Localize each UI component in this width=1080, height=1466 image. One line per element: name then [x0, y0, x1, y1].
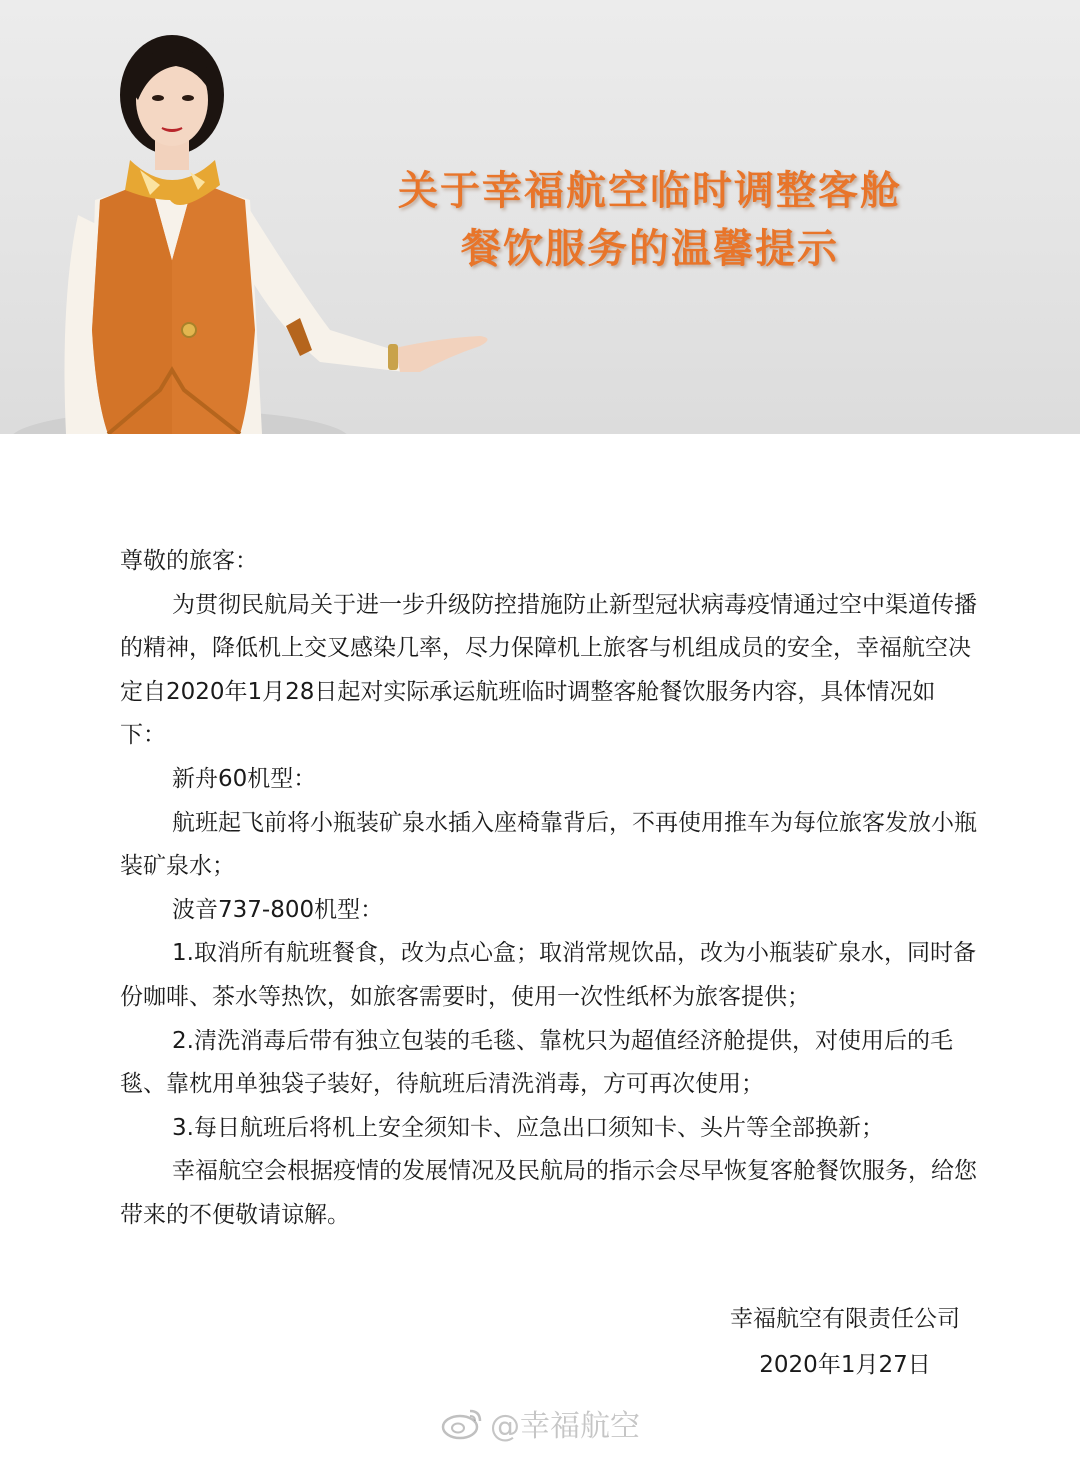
intro-paragraph: 为贯彻民航局关于进一步升级防控措施防止新型冠状病毒疫情通过空中渠道传播的精神，降低机上交叉感染几率，尽力保障机上旅客与机组成员的安全，幸福航空决定自2020年1月28日起对实际承运航班临时调整客舱餐饮服务内容，具体情况如下： [120, 591, 977, 749]
section-body-xinzhou60: 航班起飞前将小瓶装矿泉水插入座椅靠背后，不再使用推车为每位旅客发放小瓶装矿泉水； [120, 809, 977, 880]
notice-date: 2020年1月27日 [759, 1352, 931, 1378]
notice-body [120, 540, 980, 1238]
salutation: 尊敬的旅客： [120, 548, 258, 574]
section-heading-xinzhou60: 新舟60机型： [172, 765, 317, 792]
weibo-icon [440, 1405, 484, 1441]
list-item-2: 2.清洗消毒后带有独立包装的毛毯、靠枕只为超值经济舱提供，对使用后的毛毯、靠枕用单独袋子装好，待航班后清洗消毒，方可再次使用； [120, 1027, 953, 1098]
company-name: 幸福航空有限责任公司 [730, 1306, 960, 1332]
weibo-watermark [440, 1400, 640, 1446]
banner-title [330, 162, 970, 278]
list-item-1: 1.取消所有航班餐食，改为点心盒；取消常规饮品，改为小瓶装矿泉水，同时备份咖啡、茶水等热饮，如旅客需要时，使用一次性纸杯为旅客提供； [120, 940, 976, 1010]
header-banner [0, 0, 1080, 434]
closing-paragraph: 幸福航空会根据疫情的发展情况及民航局的指示会尽早恢复客舱餐饮服务，给您带来的不便敬请谅解。 [120, 1158, 977, 1228]
banner-title-line-1: 关于幸福航空临时调整客舱 [398, 168, 902, 214]
list-item-3: 3.每日航班后将机上安全须知卡、应急出口须知卡、头片等全部换新； [172, 1114, 884, 1141]
watermark-text: @幸福航空 [490, 1409, 640, 1444]
section-heading-boeing737: 波音737-800机型： [172, 896, 384, 923]
banner-title-line-2: 餐饮服务的温馨提示 [461, 226, 839, 272]
signature-block [730, 1296, 960, 1388]
